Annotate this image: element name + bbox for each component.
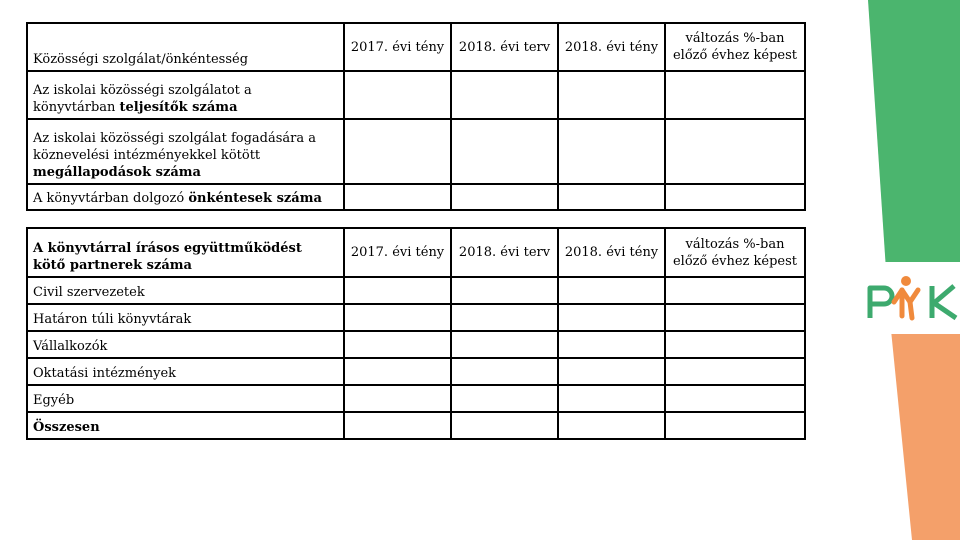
row-label: Oktatási intézmények bbox=[27, 358, 344, 385]
table-cell[interactable] bbox=[665, 385, 805, 412]
table-cell[interactable] bbox=[558, 331, 665, 358]
volunteering-table bbox=[26, 22, 806, 211]
row-label: Az iskolai közösségi szolgálatot a könyvtárban teljesítők száma bbox=[27, 71, 344, 119]
header-cell: 2018. évi terv bbox=[451, 228, 558, 277]
table-cell[interactable] bbox=[344, 385, 451, 412]
table-cell[interactable] bbox=[665, 71, 805, 119]
table-cell[interactable] bbox=[665, 119, 805, 184]
table-cell[interactable] bbox=[558, 119, 665, 184]
table-row bbox=[27, 71, 805, 119]
table-row bbox=[27, 119, 805, 184]
table-cell[interactable] bbox=[558, 358, 665, 385]
table-cell[interactable] bbox=[344, 277, 451, 304]
header-cell: Közösségi szolgálat/önkéntesség bbox=[27, 23, 344, 71]
decorative-stripe bbox=[860, 0, 960, 540]
table-cell[interactable] bbox=[665, 331, 805, 358]
table-cell[interactable] bbox=[665, 277, 805, 304]
table-row bbox=[27, 412, 805, 439]
table-cell[interactable] bbox=[451, 277, 558, 304]
partners-table bbox=[26, 227, 806, 440]
green-stripe bbox=[868, 0, 960, 300]
table-row bbox=[27, 304, 805, 331]
row-label: A könyvtárban dolgozó önkéntesek száma bbox=[27, 184, 344, 210]
table-cell[interactable] bbox=[344, 119, 451, 184]
row-label: Összesen bbox=[27, 412, 344, 439]
table-cell[interactable] bbox=[665, 412, 805, 439]
orange-stripe bbox=[888, 300, 960, 540]
table-cell[interactable] bbox=[451, 331, 558, 358]
table-cell[interactable] bbox=[451, 71, 558, 119]
row-label: Határon túli könyvtárak bbox=[27, 304, 344, 331]
table-cell[interactable] bbox=[344, 412, 451, 439]
header-cell: 2018. évi tény bbox=[558, 228, 665, 277]
table-cell[interactable] bbox=[344, 304, 451, 331]
table-cell[interactable] bbox=[451, 304, 558, 331]
header-cell: 2017. évi tény bbox=[344, 228, 451, 277]
row-label: Civil szervezetek bbox=[27, 277, 344, 304]
table-cell[interactable] bbox=[558, 385, 665, 412]
header-cell: A könyvtárral írásos együttműködést kötő partnerek száma bbox=[27, 228, 344, 277]
table-header-row bbox=[27, 228, 805, 277]
table-cell[interactable] bbox=[558, 304, 665, 331]
table-cell[interactable] bbox=[665, 358, 805, 385]
header-cell: 2018. évi terv bbox=[451, 23, 558, 71]
table-cell[interactable] bbox=[558, 412, 665, 439]
table-cell[interactable] bbox=[558, 277, 665, 304]
table-header-row bbox=[27, 23, 805, 71]
pmk-logo bbox=[866, 272, 960, 324]
header-cell: változás %-ban előző évhez képest bbox=[665, 23, 805, 71]
header-cell: 2017. évi tény bbox=[344, 23, 451, 71]
table-cell[interactable] bbox=[344, 331, 451, 358]
row-label: Egyéb bbox=[27, 385, 344, 412]
table-row bbox=[27, 385, 805, 412]
row-label: Az iskolai közösségi szolgálat fogadására a köznevelési intézményekkel kötött megállapodások száma bbox=[27, 119, 344, 184]
header-cell: 2018. évi tény bbox=[558, 23, 665, 71]
table-cell[interactable] bbox=[451, 119, 558, 184]
table-cell[interactable] bbox=[451, 358, 558, 385]
row-label: Vállalkozók bbox=[27, 331, 344, 358]
table-cell[interactable] bbox=[558, 71, 665, 119]
table-cell[interactable] bbox=[665, 304, 805, 331]
table-cell[interactable] bbox=[665, 184, 805, 210]
table-row bbox=[27, 358, 805, 385]
table-cell[interactable] bbox=[558, 184, 665, 210]
table-row bbox=[27, 277, 805, 304]
table-cell[interactable] bbox=[344, 71, 451, 119]
table-cell[interactable] bbox=[344, 184, 451, 210]
table-cell[interactable] bbox=[451, 385, 558, 412]
header-cell: változás %-ban előző évhez képest bbox=[665, 228, 805, 277]
table-cell[interactable] bbox=[451, 412, 558, 439]
table-cell[interactable] bbox=[344, 358, 451, 385]
table-row bbox=[27, 184, 805, 210]
table-cell[interactable] bbox=[451, 184, 558, 210]
table-row bbox=[27, 331, 805, 358]
